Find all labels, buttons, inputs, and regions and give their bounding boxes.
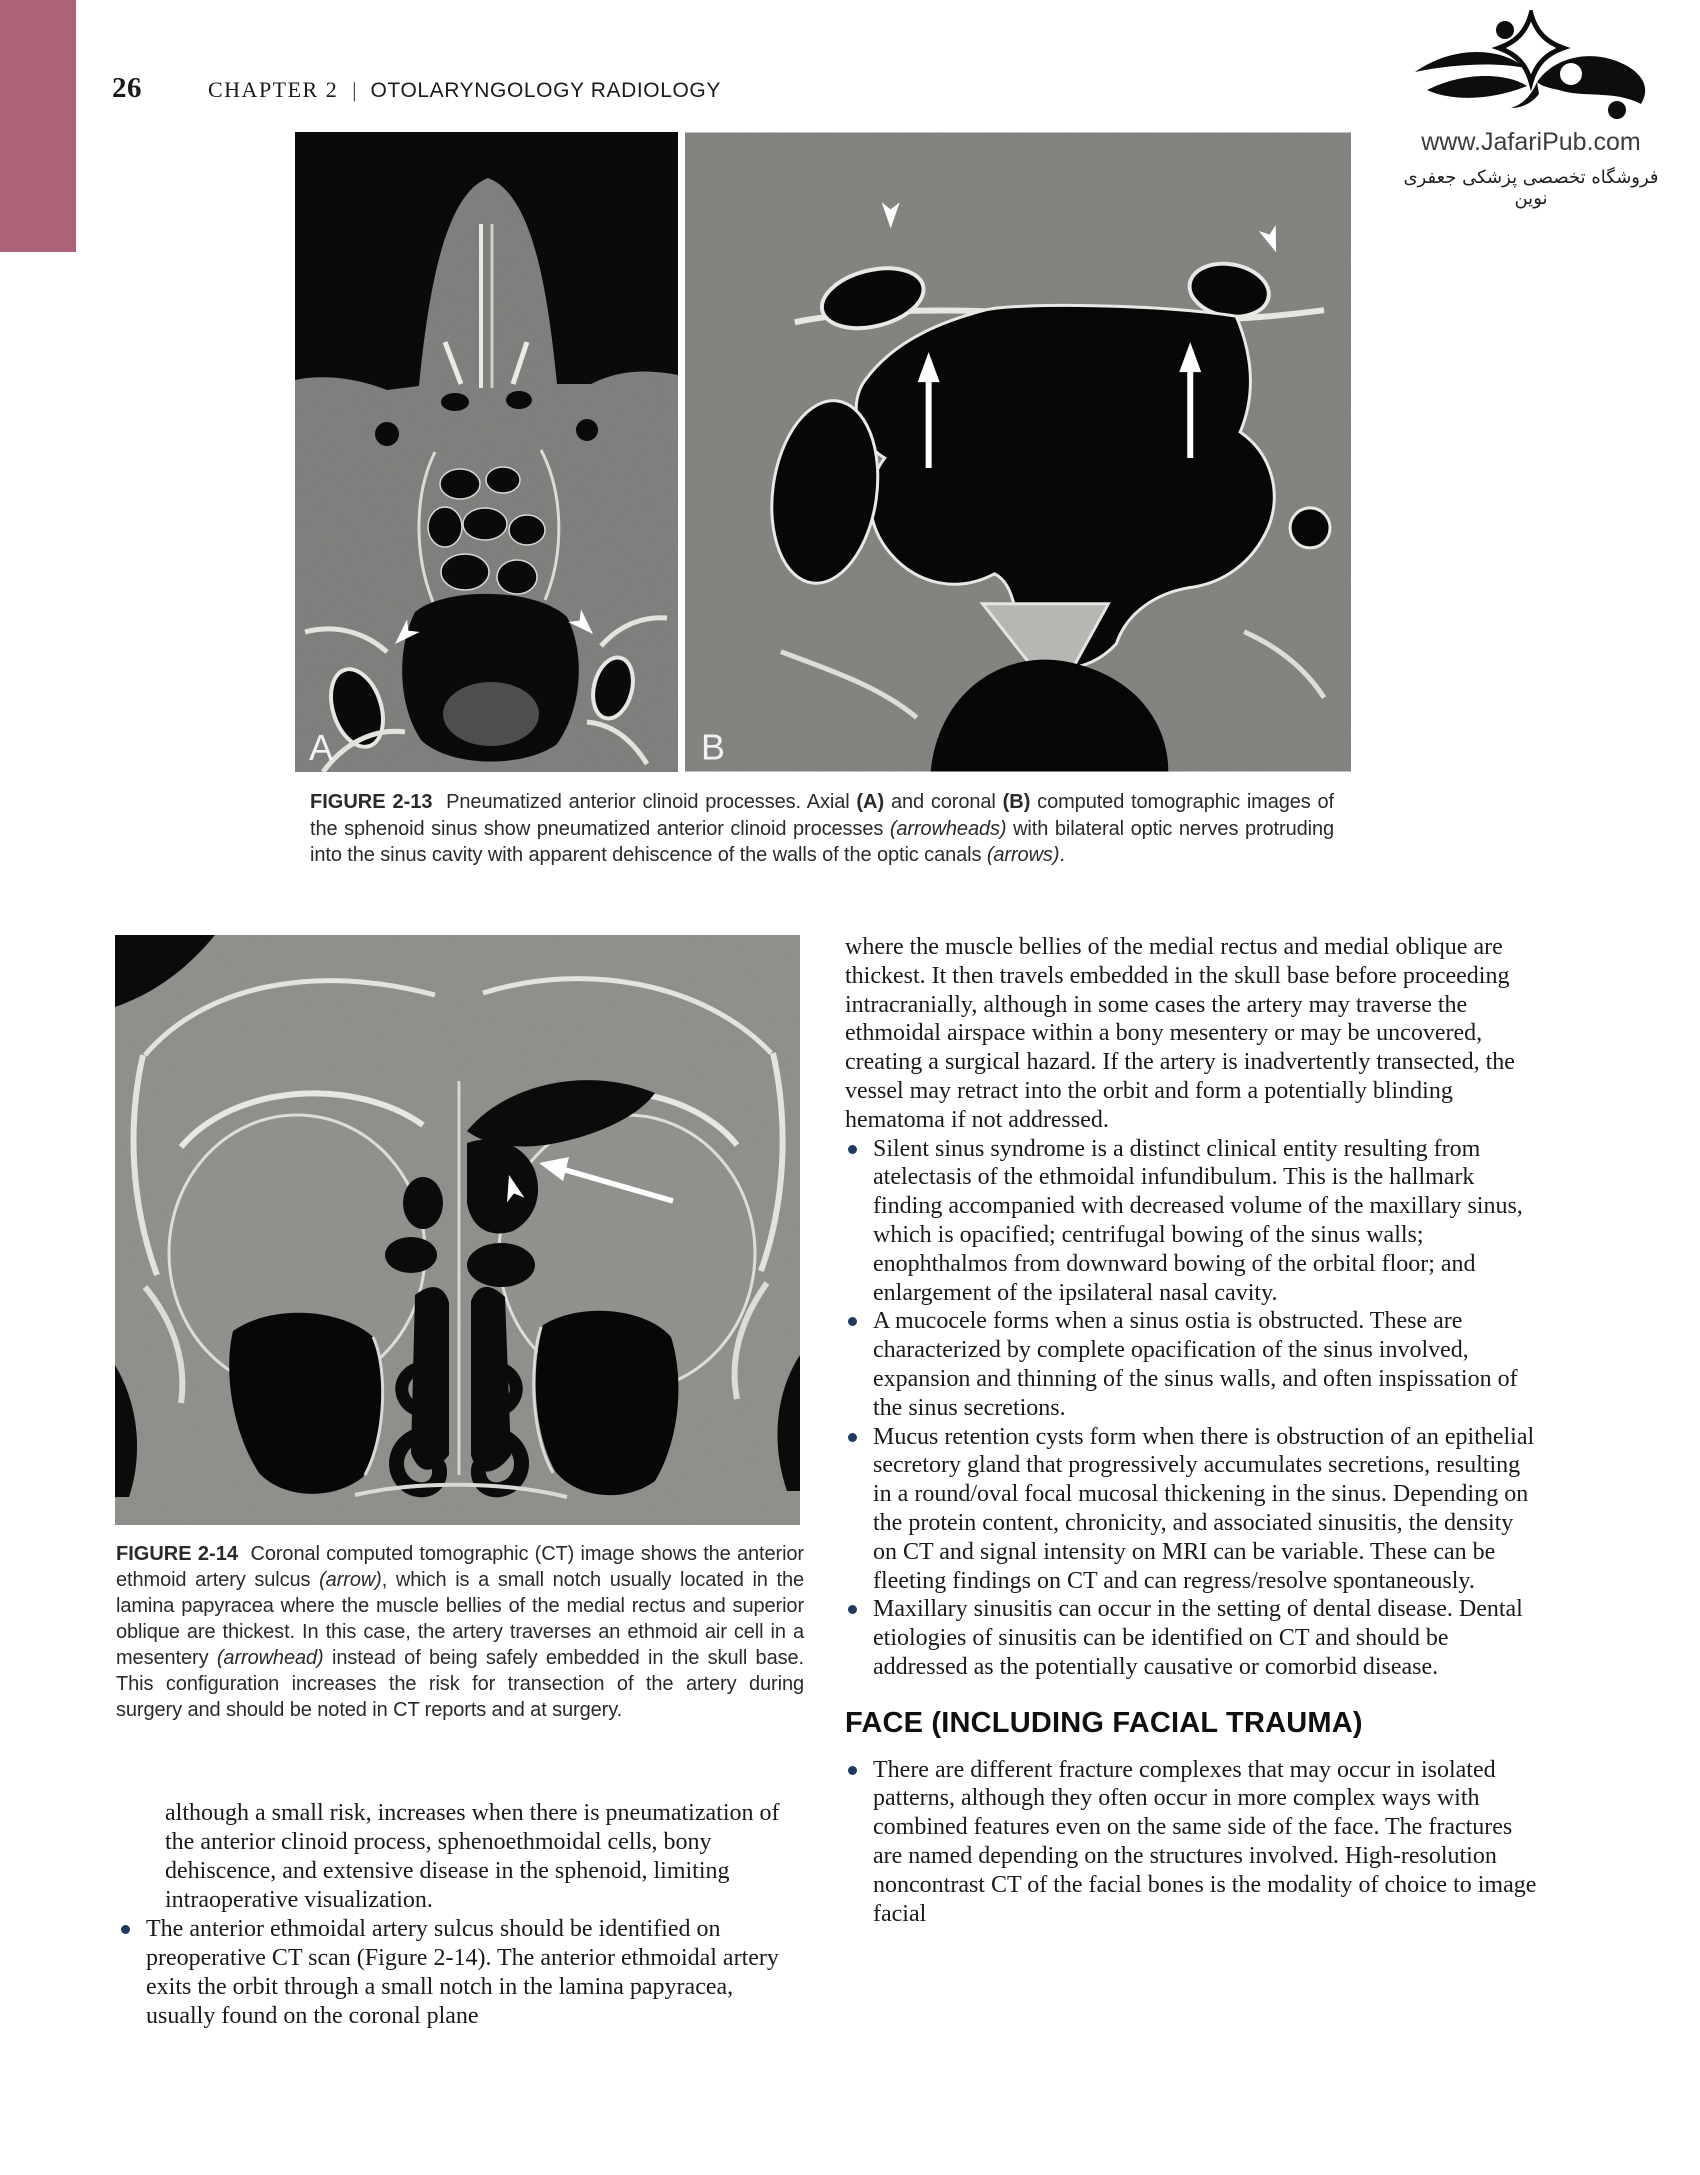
caption-segment: (arrowheads) bbox=[889, 817, 1007, 840]
caption-segment: (arrowhead) bbox=[216, 1647, 324, 1669]
running-head bbox=[112, 72, 721, 105]
text-block-para: where the muscle bellies of the medial rectus and medial oblique are thickest. It then travels embedded in the skull base before proceeding intracranially, although in some cases the artery may traverse the ethmoidal airspace within a bony mesentery or may be uncovered, creating a surgical hazard. If the artery is inadvertently transected, the vessel may retract into the orbit and form a potentially blinding hematoma if not addressed. bbox=[845, 934, 1515, 1133]
figure-2-14 bbox=[115, 935, 800, 1525]
text-block-bullet: Silent sinus syndrome is a distinct clinical entity resulting from atelectasis of the ethmoidal infundibulum. This is the hallmark finding accompanied with decreased volume of the maxillary sinus, which is opacified; centrifugal bowing of the sinus walls; enophthalmos from downward bowing of the orbital floor; and enlargement of the ipsilateral nasal cavity. bbox=[845, 1135, 1537, 1308]
caption-segment: FIGURE 2-13 bbox=[310, 791, 433, 813]
caption-segment: Coronal computed tomographic (CT) image shows the anterior ethmoid artery sulcus bbox=[116, 1543, 804, 1591]
figure-2-13-panel-a-axial-ct bbox=[295, 132, 678, 772]
caption-segment: . bbox=[1059, 844, 1065, 866]
panel-b-label: B bbox=[700, 726, 725, 768]
text-block-bullet: A mucocele forms when a sinus ostia is obstructed. These are characterized by complete opacification of the sinus involved, expansion and thinning of the sinus walls, and often inspissation of the sinus secretions. bbox=[845, 1307, 1537, 1422]
figure-2-14-coronal-ct bbox=[115, 935, 800, 1525]
caption-segment: (A) bbox=[856, 791, 885, 813]
figure-2-13-caption bbox=[310, 789, 1334, 869]
left-text-column bbox=[118, 1799, 808, 2031]
panel-a-label: A bbox=[309, 727, 334, 768]
accent-bar bbox=[0, 0, 76, 252]
page-number: 26 bbox=[112, 72, 142, 104]
caption-segment: and coronal bbox=[884, 791, 1003, 813]
publisher-branding bbox=[1398, 10, 1664, 209]
jafaripub-logo-icon bbox=[1411, 10, 1651, 128]
chapter-title: OTOLARYNGOLOGY RADIOLOGY bbox=[370, 79, 721, 102]
caption-segment: FIGURE 2-14 bbox=[116, 1543, 238, 1565]
chapter-label: CHAPTER 2 bbox=[208, 77, 339, 102]
text-block-bullet: There are different fracture complexes that may occur in isolated patterns, although they often occur in more complex ways with combined features even on the same side of the face. The fractures are named depending on the structures involved. High-resolution noncontrast CT of the facial bones is the modality of choice to image facial bbox=[845, 1756, 1537, 1929]
caption-segment: Pneumatized anterior clinoid processes. Axial bbox=[432, 791, 857, 813]
figure-2-13 bbox=[295, 132, 1351, 772]
publisher-url: www.JafariPub.com bbox=[1421, 128, 1641, 156]
text-block-para: although a small risk, increases when there is pneumatization of the anterior clinoid process, sphenoethmoidal cells, bony dehiscence, and extensive disease in the sphenoid, limiting intraoperative visualization. bbox=[165, 1800, 780, 1913]
caption-segment: with bilateral optic nerves protruding into the sinus cavity with apparent dehiscence of the walls of the optic canals bbox=[310, 817, 1335, 866]
text-block-bullet: Mucus retention cysts form when there is obstruction of an epithelial secretory gland that progressively accumulates secretions, resulting in a round/oval focal mucosal thickening in the sinus. Depending on the protein content, chronicity, and associated sinusitis, the density on CT and signal intensity on MRI can be variable. These can be fleeting findings on CT and can regress/resolve spontaneously. bbox=[845, 1423, 1537, 1596]
text-block-bullet: The anterior ethmoidal artery sulcus should be identified on preoperative CT scan (Figure 2-14). The anterior ethmoidal artery exits the orbit through a small notch in the lamina papyracea, usually found on the coronal plane bbox=[118, 1915, 808, 2031]
caption-segment: instead of being safely embedded in the skull base. This configuration increases the risk for transection of the artery during surgery and should be noted in CT reports and at surgery. bbox=[116, 1647, 804, 1721]
caption-segment: computed tomographic images of the sphenoid sinus show pneumatized anterior clinoid processes bbox=[310, 791, 1334, 840]
right-text-column bbox=[845, 933, 1537, 1928]
figure-2-14-caption bbox=[116, 1541, 804, 1723]
caption-segment: , which is a small notch usually located in the lamina papyracea where the muscle bellies of the medial rectus and superior oblique are thickest. In this case, the artery traverses an ethmoid air cell in a mesentery bbox=[116, 1569, 805, 1669]
caption-segment: (B) bbox=[1002, 791, 1031, 813]
caption-segment: (arrows) bbox=[986, 844, 1060, 866]
text-block-bullet: Maxillary sinusitis can occur in the setting of dental disease. Dental etiologies of sinusitis can be identified on CT and should be addressed as the potentially causative or comorbid disease. bbox=[845, 1595, 1537, 1681]
caption-segment: (arrow) bbox=[319, 1569, 382, 1591]
text-block-heading: FACE (INCLUDING FACIAL TRAUMA) bbox=[845, 1706, 1363, 1739]
header-separator: | bbox=[352, 78, 357, 102]
publisher-persian-tagline: فروشگاه تخصصی پزشکی جعفری نوین bbox=[1403, 167, 1659, 209]
figure-2-13-panel-b-coronal-ct bbox=[685, 132, 1351, 772]
